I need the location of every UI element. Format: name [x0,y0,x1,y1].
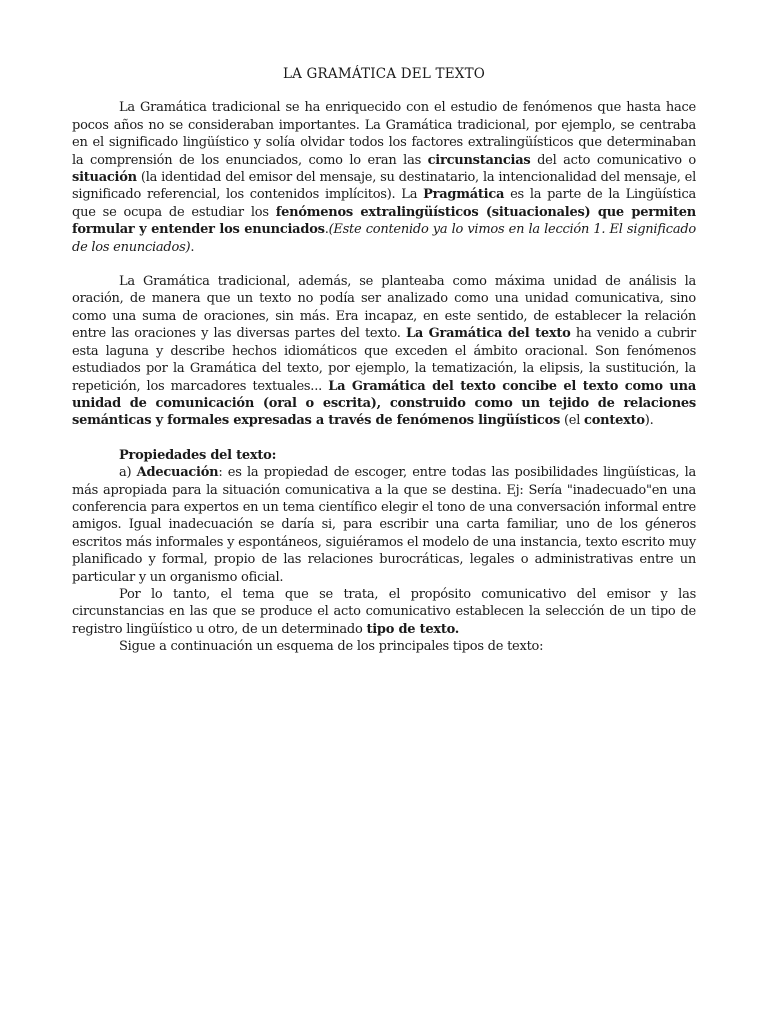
lesson-reference-note: (Este contenido ya lo vimos en la lección 1. El significado de los enunciados) [72,222,696,255]
paragraph-esquema-intro: Sigue a continuación un esquema de los principales tipos de texto: [119,639,544,655]
term-contexto: contexto [584,413,645,429]
term-adecuacion: Adecuación [136,465,219,481]
term-gramatica-del-texto: La Gramática del texto [405,326,571,342]
paragraph-gramatica-del-texto: La Gramática tradicional, además, se planteaba como máxima unidad de análisis la oración, de manera que un texto no podía ser analizado como una unidad comunicativa, sino como una suma de oraciones, sin más. Era incapaz, en este sentido, de establecer la relación entre las oraciones y las diversas partes del texto. La Gramática del texto ha venido a cubrir esta laguna y describe hechos idiomáticos que exceden el ámbito oracional. Son fenómenos estudiados por la Gramática del texto, por ejemplo, la tematización, la elipsis, la sustitución, la repetición, los marcadores textuales... La Gramática del texto concibe el texto como una unidad de comunicación (oral o escrita), construido como un tejido de relaciones semánticas y formales expresadas a través de fenómenos lingüísticos (el contexto). [72,274,697,429]
section-heading-propiedades: Propiedades del texto: [119,447,277,463]
paragraph-tipo-de-texto: Por lo tanto, el tema que se trata, el propósito comunicativo del emisor y las circunstancias en las que se produce el acto comunicativo establecen la selección de un tipo de registro lingüístico u otro, de un determinado tipo de texto. [72,586,696,637]
document-body [72,66,696,656]
definition-pragmatica: fenómenos extralingüísticos (situacionales) que permiten formular y entender los enunciados [72,204,696,238]
document-title: LA GRAMÁTICA DEL TEXTO [282,66,486,82]
term-tipo-de-texto: tipo de texto. [366,621,460,637]
paragraph-pragmatica: La Gramática tradicional se ha enriquecido con el estudio de fenómenos que hasta hace pocos años no se consideraban importantes. La Gramática tradicional, por ejemplo, se centraba en el significado lingüístico y solía olvidar todos los factores extralingüísticos que determinaban la comprensión de los enunciados, como lo eran las circunstancias del acto comunicativo o situación (la identidad del emisor del mensaje, su destinatario, la intencionalidad del mensaje, el significado referencial, los contenidos implícitos). La Pragmática es la parte de la Lingüística que se ocupa de estudiar los fenómenos extralingüísticos (situacionales) que permiten formular y entender los enunciados.(Este contenido ya lo vimos en la lección 1. El significado de los enunciados). [72,100,696,255]
term-situacion: situación [72,170,137,186]
term-circunstancias: circunstancias [427,152,531,168]
term-pragmatica: Pragmática [423,187,505,203]
paragraph-adecuacion: a) Adecuación: es la propiedad de escoger, entre todas las posibilidades lingüísticas, la más apropiada para la situación comunicativa a la que se destina. Ej: Sería "inadecuado"en una conferencia para expertos en un tema científico elegir el tono de una conversación informal entre amigos. Igual inadecuación se daría si, para escribir una carta familiar, uno de los géneros escritos más informales y espontáneos, siguiéramos el modelo de una instancia, texto escrito muy planificado y formal, propio de las relaciones burocráticas, legales o administrativas entre un particular y un organismo oficial. [72,465,696,585]
definition-gramatica-del-texto: La Gramática del texto concibe el texto como una unidad de comunicación (oral o escrita), construido como un tejido de relaciones semánticas y formales expresadas a través de fenómenos lingüísticos [72,378,696,429]
